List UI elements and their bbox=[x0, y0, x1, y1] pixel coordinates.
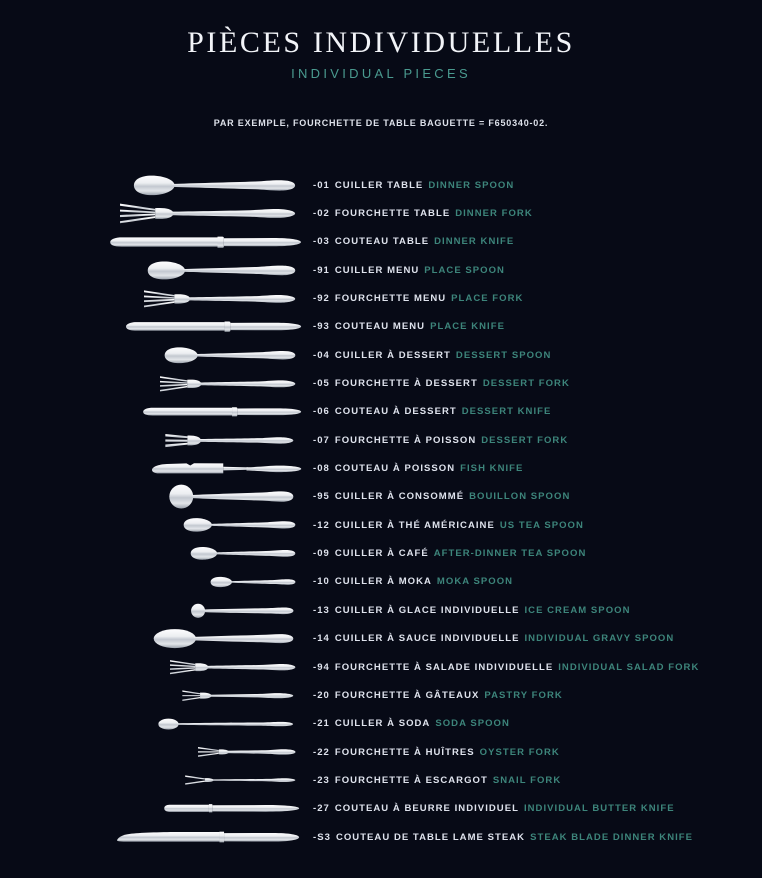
piece-row bbox=[0, 681, 762, 709]
piece-label bbox=[308, 293, 762, 304]
piece-name-fr: COUTEAU À DESSERT bbox=[334, 406, 457, 418]
piece-row bbox=[0, 511, 762, 539]
piece-code: -93 bbox=[313, 321, 330, 333]
piece-name-en: PLACE FORK bbox=[451, 293, 524, 305]
piece-code: -03 bbox=[313, 236, 330, 248]
page-header bbox=[0, 0, 762, 128]
piece-row bbox=[0, 454, 762, 482]
cutlery-art-cell bbox=[0, 718, 308, 730]
page-title: PIÈCES INDIVIDUELLES bbox=[187, 26, 575, 59]
piece-name-en: DESSERT FORK bbox=[482, 378, 570, 390]
piece-name-en: INDIVIDUAL GRAVY SPOON bbox=[524, 633, 675, 645]
piece-row bbox=[0, 596, 762, 624]
piece-row bbox=[0, 199, 762, 227]
piece-name-en: SNAIL FORK bbox=[492, 774, 562, 786]
piece-name-fr: FOURCHETTE À POISSON bbox=[334, 434, 477, 446]
piece-row bbox=[0, 653, 762, 681]
piece-name-fr: COUTEAU À POISSON bbox=[334, 463, 456, 475]
piece-code: -20 bbox=[313, 689, 330, 701]
piece-row bbox=[0, 228, 762, 256]
cutlery-art-cell bbox=[0, 576, 308, 588]
piece-label bbox=[308, 718, 762, 729]
piece-code: -S3 bbox=[313, 831, 331, 843]
cutlery-fishfork-icon bbox=[164, 432, 294, 449]
cutlery-art-cell bbox=[0, 484, 308, 509]
piece-label bbox=[308, 747, 762, 758]
piece-label bbox=[308, 265, 762, 276]
piece-row bbox=[0, 398, 762, 426]
cutlery-art-cell bbox=[0, 375, 308, 393]
piece-row bbox=[0, 710, 762, 738]
piece-name-en: SODA SPOON bbox=[435, 718, 510, 730]
piece-name-fr: CUILLER À DESSERT bbox=[334, 349, 451, 361]
piece-name-en: BOUILLON SPOON bbox=[469, 491, 571, 503]
piece-name-fr: CUILLER À SAUCE INDIVIDUELLE bbox=[334, 633, 520, 645]
cutlery-art-cell bbox=[0, 829, 308, 846]
piece-label bbox=[308, 406, 762, 417]
cutlery-art-cell bbox=[0, 628, 308, 649]
cutlery-fork3-icon bbox=[182, 689, 294, 702]
piece-label bbox=[308, 491, 762, 502]
cutlery-sauce-icon bbox=[153, 628, 294, 649]
cutlery-spoon-icon bbox=[133, 174, 296, 197]
piece-code: -04 bbox=[313, 349, 330, 361]
piece-code: -10 bbox=[313, 576, 330, 588]
cutlery-spoon-icon bbox=[210, 576, 296, 588]
piece-code: -94 bbox=[313, 661, 330, 673]
piece-name-en: PASTRY FORK bbox=[484, 689, 563, 701]
piece-label bbox=[308, 378, 762, 389]
piece-label bbox=[308, 775, 762, 786]
piece-code: -14 bbox=[313, 633, 330, 645]
piece-name-fr: FOURCHETTE À SALADE INDIVIDUELLE bbox=[334, 661, 554, 673]
piece-name-fr: CUILLER À THÉ AMÉRICAINE bbox=[334, 519, 495, 531]
piece-name-fr: CUILLER À SODA bbox=[334, 718, 431, 730]
cutlery-fishknife-icon bbox=[152, 461, 302, 476]
piece-code: -05 bbox=[313, 378, 330, 390]
piece-name-fr: CUILLER À MOKA bbox=[334, 576, 432, 588]
piece-code: -27 bbox=[313, 803, 330, 815]
cutlery-art-cell bbox=[0, 517, 308, 533]
cutlery-fork-icon bbox=[120, 202, 296, 225]
piece-name-fr: FOURCHETTE À DESSERT bbox=[334, 378, 478, 390]
piece-name-en: OYSTER FORK bbox=[479, 746, 560, 758]
cutlery-fork-icon bbox=[144, 289, 296, 309]
cutlery-art-cell bbox=[0, 461, 308, 476]
cutlery-oyster-icon bbox=[197, 745, 296, 759]
piece-code: -01 bbox=[313, 179, 330, 191]
piece-label bbox=[308, 548, 762, 559]
piece-label bbox=[308, 662, 762, 673]
piece-row bbox=[0, 313, 762, 341]
piece-label bbox=[308, 520, 762, 531]
cutlery-icecream-icon bbox=[190, 603, 294, 619]
piece-label bbox=[308, 576, 762, 587]
piece-name-en: DINNER KNIFE bbox=[434, 236, 515, 248]
cutlery-art-cell bbox=[0, 405, 308, 419]
piece-name-en: DESSERT FORK bbox=[481, 434, 569, 446]
piece-name-en: ICE CREAM SPOON bbox=[524, 604, 631, 616]
piece-name-en: DINNER SPOON bbox=[428, 179, 515, 191]
piece-label bbox=[308, 832, 762, 843]
piece-name-en: MOKA SPOON bbox=[436, 576, 514, 588]
piece-code: -92 bbox=[313, 293, 330, 305]
piece-name-en: INDIVIDUAL SALAD FORK bbox=[558, 661, 700, 673]
cutlery-art-cell bbox=[0, 260, 308, 281]
piece-row bbox=[0, 625, 762, 653]
piece-row bbox=[0, 426, 762, 454]
cutlery-art-cell bbox=[0, 346, 308, 365]
cutlery-art-cell bbox=[0, 659, 308, 675]
piece-code: -07 bbox=[313, 434, 330, 446]
page-subtitle: INDIVIDUAL PIECES bbox=[291, 66, 471, 81]
piece-name-fr: FOURCHETTE MENU bbox=[334, 293, 447, 305]
piece-row bbox=[0, 341, 762, 369]
cutlery-spoon-icon bbox=[183, 517, 296, 533]
cutlery-spoon-icon bbox=[190, 546, 296, 561]
cutlery-art-cell bbox=[0, 202, 308, 225]
cutlery-bouillon-icon bbox=[168, 484, 294, 509]
piece-label bbox=[308, 236, 762, 247]
piece-name-fr: CUILLER MENU bbox=[334, 264, 420, 276]
piece-name-fr: COUTEAU DE TABLE LAME STEAK bbox=[335, 831, 526, 843]
piece-name-fr: FOURCHETTE À GÂTEAUX bbox=[334, 689, 480, 701]
piece-row bbox=[0, 483, 762, 511]
piece-row bbox=[0, 823, 762, 851]
piece-row bbox=[0, 766, 762, 794]
cutlery-steak-icon bbox=[117, 829, 300, 846]
cutlery-art-cell bbox=[0, 546, 308, 561]
piece-row bbox=[0, 256, 762, 284]
piece-name-fr: CUILLER TABLE bbox=[334, 179, 424, 191]
piece-code: -21 bbox=[313, 718, 330, 730]
piece-code: -12 bbox=[313, 519, 330, 531]
piece-code: -23 bbox=[313, 774, 330, 786]
example-note: PAR EXEMPLE, FOURCHETTE DE TABLE BAGUETTE = F650340-02. bbox=[213, 118, 549, 128]
piece-name-en: INDIVIDUAL BUTTER KNIFE bbox=[523, 803, 675, 815]
piece-name-fr: CUILLER À GLACE INDIVIDUELLE bbox=[334, 604, 520, 616]
cutlery-art-cell bbox=[0, 802, 308, 815]
piece-row bbox=[0, 171, 762, 199]
piece-row bbox=[0, 539, 762, 567]
cutlery-art-cell bbox=[0, 774, 308, 786]
piece-name-fr: COUTEAU TABLE bbox=[334, 236, 430, 248]
cutlery-fork-icon bbox=[170, 659, 296, 675]
piece-code: -08 bbox=[313, 463, 330, 475]
piece-name-en: DINNER FORK bbox=[455, 208, 533, 220]
piece-label bbox=[308, 803, 762, 814]
piece-row bbox=[0, 795, 762, 823]
piece-label bbox=[308, 633, 762, 644]
piece-name-en: US TEA SPOON bbox=[499, 519, 584, 531]
pieces-list bbox=[0, 171, 762, 851]
cutlery-art-cell bbox=[0, 319, 308, 334]
piece-label bbox=[308, 435, 762, 446]
cutlery-soda-icon bbox=[158, 718, 294, 730]
cutlery-knife-icon bbox=[110, 234, 302, 250]
piece-row bbox=[0, 284, 762, 312]
piece-row bbox=[0, 568, 762, 596]
piece-name-en: STEAK BLADE DINNER KNIFE bbox=[530, 831, 694, 843]
piece-label bbox=[308, 321, 762, 332]
piece-code: -13 bbox=[313, 604, 330, 616]
piece-name-fr: FOURCHETTE À ESCARGOT bbox=[334, 774, 488, 786]
piece-code: -06 bbox=[313, 406, 330, 418]
piece-name-fr: FOURCHETTE À HUÎTRES bbox=[334, 746, 475, 758]
piece-name-en: DESSERT SPOON bbox=[455, 349, 552, 361]
piece-name-en: FISH KNIFE bbox=[460, 463, 524, 475]
piece-name-en: PLACE SPOON bbox=[424, 264, 505, 276]
cutlery-art-cell bbox=[0, 432, 308, 449]
cutlery-art-cell bbox=[0, 234, 308, 250]
cutlery-spoon-icon bbox=[164, 346, 296, 365]
piece-code: -91 bbox=[313, 264, 330, 276]
piece-label bbox=[308, 350, 762, 361]
cutlery-art-cell bbox=[0, 689, 308, 702]
piece-label bbox=[308, 180, 762, 191]
piece-label bbox=[308, 463, 762, 474]
piece-label bbox=[308, 690, 762, 701]
cutlery-knife-icon bbox=[126, 319, 302, 334]
piece-name-fr: CUILLER À CONSOMMÉ bbox=[334, 491, 465, 503]
piece-row bbox=[0, 738, 762, 766]
cutlery-art-cell bbox=[0, 289, 308, 309]
cutlery-snail-icon bbox=[185, 774, 296, 786]
piece-label bbox=[308, 605, 762, 616]
piece-name-fr: COUTEAU MENU bbox=[334, 321, 426, 333]
piece-code: -22 bbox=[313, 746, 330, 758]
piece-code: -95 bbox=[313, 491, 330, 503]
piece-name-fr: COUTEAU À BEURRE INDIVIDUEL bbox=[334, 803, 519, 815]
piece-row bbox=[0, 369, 762, 397]
cutlery-art-cell bbox=[0, 745, 308, 759]
piece-name-en: AFTER-DINNER TEA SPOON bbox=[433, 548, 587, 560]
cutlery-art-cell bbox=[0, 603, 308, 619]
piece-name-fr: CUILLER À CAFÉ bbox=[334, 548, 429, 560]
cutlery-spoon-icon bbox=[147, 260, 296, 281]
piece-label bbox=[308, 208, 762, 219]
piece-name-en: DESSERT KNIFE bbox=[461, 406, 552, 418]
piece-code: -02 bbox=[313, 208, 330, 220]
piece-name-en: PLACE KNIFE bbox=[430, 321, 505, 333]
cutlery-butter-icon bbox=[164, 802, 300, 815]
piece-name-fr: FOURCHETTE TABLE bbox=[334, 208, 451, 220]
cutlery-art-cell bbox=[0, 174, 308, 197]
cutlery-fork-icon bbox=[160, 375, 296, 393]
piece-code: -09 bbox=[313, 548, 330, 560]
cutlery-knife-icon bbox=[143, 405, 302, 419]
